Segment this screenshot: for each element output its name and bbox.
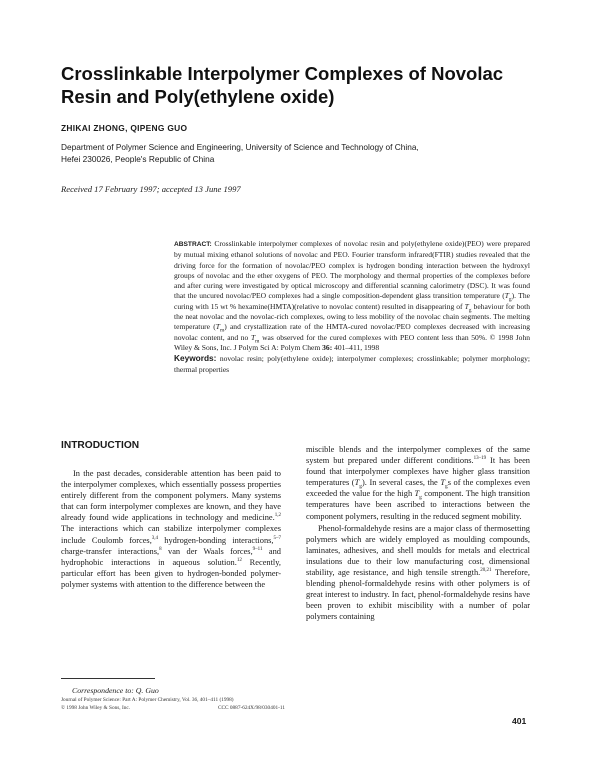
affiliation-line: Department of Polymer Science and Engineering, University of Science and Technology of China,: [61, 142, 419, 152]
paper-title: Crosslinkable Interpolymer Complexes of Novolac Resin and Poly(ethylene oxide): [61, 63, 504, 107]
affiliation: [61, 141, 521, 165]
affiliation-line: Hefei 230026, People's Republic of China: [61, 154, 215, 164]
abstract: ABSTRACT: Crosslinkable interpolymer complexes of novolac resin and poly(ethylene oxide)(PEO) were prepared by mutual mixing ethanol solutions of novolac and PEO. Fourier transform infrared(FTIR) studies revealed that the driving force for the formation of novolac/PEO complex is hydrogen bonding interaction between the hydroxyl groups of novolac and the ether oxygens of PEO. The morphology and thermal properties of the complexes before and after curing were investigated by optical microscopy and differential scanning calorimetry (DSC). It was found that the uncured novolac/PEO complexes had a single composition-dependent glass transition temperature $(T_g)$. The curing with 15 wt % hexamine(HMTA)(relative to novolac content) resulted in disappearing of $T_g$ behaviour for both the neat novolac and the novolac-rich complexes, owing to less mobility of the novolac chain segments. The melting temperature $(T_m)$ and crystallization rate of the HMTA-cured novolac/PEO complexes decreased with increasing novolac content, and no $T_m$ was observed for the cured complexes with PEO content less than 50%. © 1998 John Wiley & Sons, Inc. J Polym Sci A: Polym Chem 36: 401–411, 1998 Keywords: novolac resin; poly(ethylene oxide); interpolymer complexes; crosslinkable; polymer morphology; thermal properties: [174, 239, 530, 374]
page-number: 401: [512, 716, 527, 726]
authors: ZHIKAI ZHONG, QIPENG GUO: [61, 123, 188, 133]
journal-citation: Journal of Polymer Science: Part A: Polymer Chemistry, Vol. 36, 401–411 (1998): [61, 697, 234, 703]
copyright-line: © 1998 John Wiley & Sons, Inc. CCC 0887-624X/98/030401-11: [61, 705, 285, 711]
keywords-label: Keywords:: [174, 353, 217, 364]
footnote-divider: [61, 678, 155, 679]
received-dates: Received 17 February 1997; accepted 13 June 1997: [61, 184, 241, 194]
left-column-text: In the past decades, considerable attention has been paid to the interpolymer complexes, which essentially possess properties entirely different from the component polymers. Many systems that can form interpolymer complexes are known, and they have already found wide applications in technology and medicine.$^{1,2}$ The interactions which can stabilize interpolymer complexes include Coulomb forces,$^{3,4}$ hydrogen-bonding interactions,$^{5-7}$ charge-transfer interactions,$^8$ van der Waals forces,$^{9-11}$ and hydrophobic interactions in aqueous solution.$^{12}$ Recently, particular effort has been given to hydrogen-bonded polymer-polymer systems with attention to the difference between the: [61, 469, 281, 589]
correspondence-note: Correspondence to: Q. Guo: [72, 686, 159, 695]
abstract-label: ABSTRACT:: [174, 241, 212, 248]
keywords: novolac resin; poly(ethylene oxide); interpolymer complexes; crosslinkable; polymer morphology; thermal properties: [174, 354, 530, 374]
section-heading-introduction: INTRODUCTION: [61, 440, 140, 451]
right-column-text: miscible blends and the interpolymer complexes of the same system but prepared under different conditions.$^{13-19}$ It has been found that interpolymer complexes have higher glass transition temperatures $(T_g)$. In several cases, the $T_gs$ of the complexes even exceeded the value for the high $T_g$ component. The high transition temperatures have been ascribed to interactions between the component polymers, resulting in the reduced segment mobility. Phenol-formaldehyde resins are a major class of thermosetting polymers which are widely employed as moulding compounds, laminates, adhesives, and shell moulds for metals and electrical insulations due to their low manufacturing cost, dimensional stability, age resistance, and high tensile strength.$^{20,21}$ Therefore, blending phenol-formaldehyde resins with other polymers is of great interest to industry. In fact, phenol-formaldehyde resins have been proven to exhibit miscibility with a number of polar polymers containing: [306, 445, 531, 622]
